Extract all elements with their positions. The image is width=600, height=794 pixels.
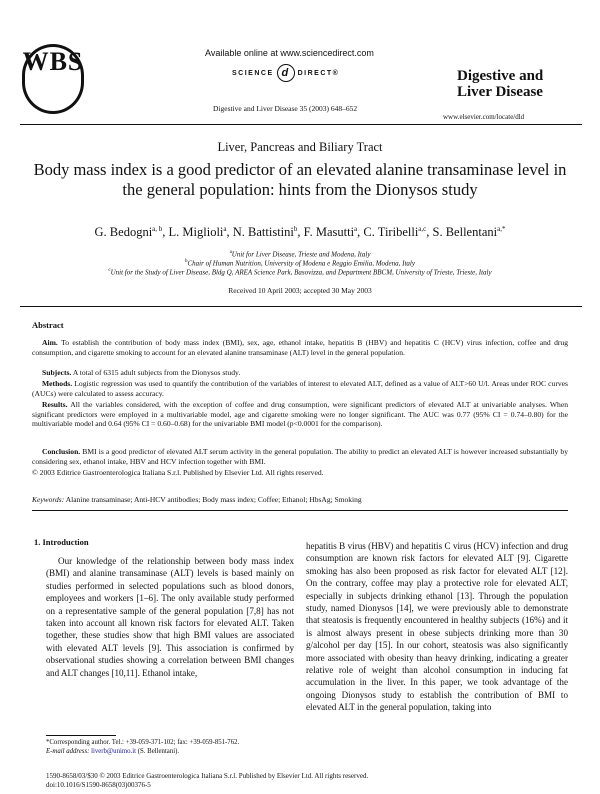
- abstract-copyright: © 2003 Editrice Gastroenterologica Italiana S.r.l. Published by Elsevier Ltd. All rights reserved.: [32, 468, 324, 477]
- journal-name-line1: Digestive and: [457, 68, 544, 84]
- author-name: G. Bedogni: [94, 225, 153, 240]
- author-affiliation-mark: a,*: [497, 225, 506, 233]
- author-affiliation-mark: a,c: [418, 225, 427, 233]
- introduction-heading: 1. Introduction: [34, 537, 89, 547]
- journal-logo: WBS: [22, 47, 84, 76]
- keywords: Keywords: Alanine transaminase; Anti-HCV antibodies; Body mass index; Coffee; Ethanol; HbsAg; Smoking: [32, 495, 362, 504]
- copyright-footer: [46, 772, 576, 790]
- author-list: G. Bedogni$^{a, b}$, L. Miglioli$^a$, N. Battistini$^b$, F. Masutti$^a$, C. Tiribelli$^{a,c}$, S. Bellentani$^{a,*}$: [94, 225, 506, 240]
- doi-line: doi:10.1016/S1590-8658(03)00376-5: [46, 781, 151, 789]
- affiliation-a: $^a$Unit for Liver Disease, Trieste and Modena, Italy: [229, 250, 371, 259]
- email-link[interactable]: liverb@unimo.it: [91, 748, 137, 755]
- abstract-heading: Abstract: [32, 320, 64, 330]
- sciencedirect-logo: [232, 64, 339, 82]
- author-affiliation-mark: a: [354, 225, 358, 233]
- author-name: L. Miglioli: [168, 225, 224, 240]
- left-column-text: Our knowledge of the relationship between body mass index (BMI) and alanine transaminase (ALT) levels is based mainly on studies performed in selected populations such as blood donors, employees and workers [1–6]. The only available study performed on a representative sample of the general population [7,8] has not taken into account all known risk factors for elevated ALT. Taken together, these studies show that high BMI values are associated with elevated ALT levels [9]. This association is confirmed by observational studies showing a correlation between BMI changes and ALT changes [10,11]. Ethanol intake,: [46, 556, 294, 678]
- journal-citation: Digestive and Liver Disease 35 (2003) 648–652: [213, 104, 358, 113]
- affiliation-c: $^c$Unit for the Study of Liver Disease, Bldg Q, AREA Science Park, Basovizza, and Department BBCM, University of Trieste, Trieste, Italy: [108, 268, 492, 277]
- available-online-text: Available online at www.sciencedirect.com: [205, 48, 374, 58]
- sciencedirect-logo-mark: d: [277, 64, 295, 82]
- abstract-subjects: Subjects. A total of 6315 adult subjects from the Dionysos study.: [42, 368, 241, 377]
- affiliation-b: $^b$Chair of Human Nutrition, University of Modena e Reggio Emilia, Modena, Italy: [185, 259, 415, 268]
- abstract-methods: Methods. Logistic regression was used to quantify the contribution of the variables of interest to elevated ALT, defined as a value of ALT>60 U/l. Areas under ROC curves (AUCs) were calculated to assess accuracy.: [32, 379, 568, 398]
- abstract-conclusion: Conclusion. BMI is a good predictor of elevated ALT serum activity in the general population. The ability to predict an elevated ALT is however increased substantially by considering sex, ethanol intake, HBV and HCV infection together with BMI.: [32, 447, 568, 466]
- section-heading: Liver, Pancreas and Biliary Tract: [217, 140, 383, 154]
- footnote-divider: [46, 735, 116, 736]
- article-title: Body mass index is a good predictor of an elevated alanine transaminase level in the general population: hints from the Dionysos study: [33, 160, 567, 199]
- keywords-divider: [32, 510, 568, 511]
- journal-url: www.elsevier.com/locate/dld: [443, 113, 525, 121]
- header-divider: [20, 124, 582, 125]
- author-affiliation-mark: b: [293, 225, 298, 233]
- footnote: [46, 738, 292, 756]
- received-dates: Received 10 April 2003; accepted 30 May 2003: [228, 286, 372, 295]
- right-column-text: hepatitis B virus (HBV) and hepatitis C virus (HCV) infection and drug consumption are known risk factors for elevated ALT [9]. Cigarette smoking has also been proposed as risk factor for elevated ALT [12]. On the contrary, coffee may play a protective role for elevated ALT, especially in subjects drinking ethanol [13]. Through the population study, named Dionysos [14], we were previously able to demonstrate that steatosis is frequently encountered in healthy subjects (16%) and it is almost always present in obese subjects drinking more than 30 g/alcohol per day [15]. In our cohort, steatosis was also significantly more associated with obesity than heavy drinking, indicating a greater relative role of weight than alcohol consumption in inducing fat accumulation in the liver. In this paper, we took advantage of the ongoing Dionysos study to establish the contribution of BMI to elevated ALT in the general population, taking into: [306, 541, 568, 713]
- corresponding-author: *Corresponding author. Tel.: +39-059-371-102; fax: +39-059-851-762.: [46, 739, 240, 746]
- sciencedirect-logo-left: SCIENCE: [232, 69, 274, 77]
- abstract-results: Results. All the variables considered, with the exception of coffee and drug consumption, were significant predictors of elevated ALT at univariable analyses. When significant predictors were employed in a multivariable model, age and cigarette smoking were no longer significant. The AUC was 0.77 (95% CI = 0.74–0.80) for the multivariable model and 0.64 (95% CI = 0.60–0.68) for the univariable BMI model (p<0.0001 for the comparison).: [32, 400, 568, 429]
- author-name: F. Masutti: [303, 225, 355, 240]
- journal-name-line2: Liver Disease: [457, 84, 543, 100]
- sciencedirect-logo-right: DIRECT®: [297, 69, 340, 77]
- journal-name: [457, 68, 543, 100]
- author-name: C. Tiribelli: [363, 225, 419, 240]
- author-name: N. Battistini: [232, 225, 294, 240]
- email-line: E-mail address: liverb@unimo.it (S. Bellentani).: [46, 748, 180, 755]
- issn-line: 1590-8658/03/$30 © 2003 Editrice Gastroenterologica Italiana S.r.l. Published by Elsevier Ltd. All rights reserved.: [46, 772, 369, 780]
- author-affiliation-mark: a, b: [152, 225, 163, 233]
- abstract-divider: [20, 306, 582, 307]
- author-name: S. Bellentani: [432, 225, 498, 240]
- abstract-aim: Aim. To establish the contribution of body mass index (BMI), sex, age, ethanol intake, hepatitis B (HBV) and hepatitis C (HCV) virus infection, coffee and drug consumption, and cigarette smoking to account for an elevated alanine transaminase (ALT) level in the general population.: [32, 338, 569, 357]
- author-affiliation-mark: a: [223, 225, 227, 233]
